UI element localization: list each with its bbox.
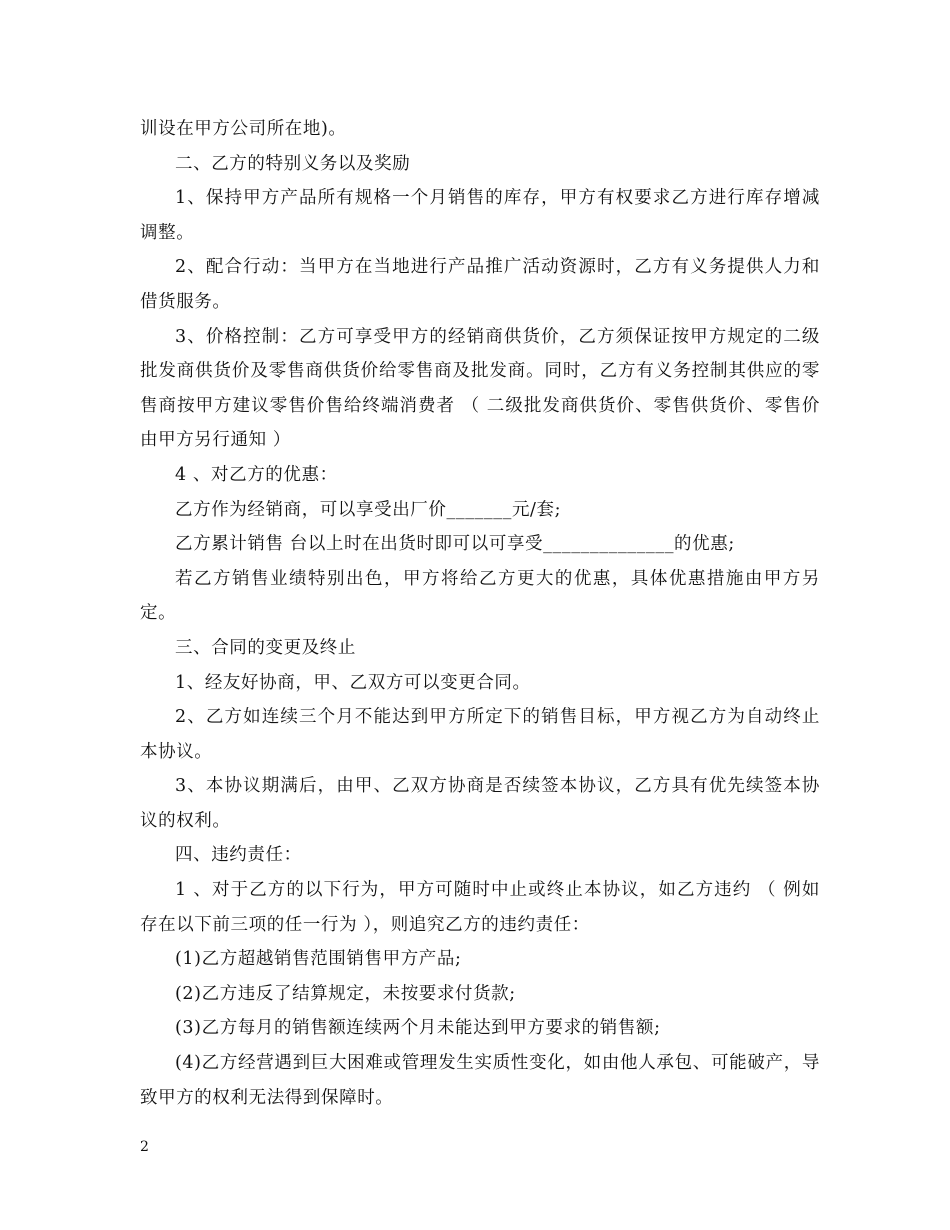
list-item: (1)乙方超越销售范围销售甲方产品; bbox=[175, 949, 462, 970]
list-item: (3)乙方每月的销售额连续两个月未能达到甲方要求的销售额; bbox=[175, 1018, 661, 1039]
paragraph: 2、乙方如连续三个月不能达到甲方所定下的销售目标，甲方视乙方为自动终止本协议。 bbox=[140, 707, 820, 762]
paragraph: 1 、对于乙方的以下行为，甲方可随时中止或终止本协议，如乙方违约 （ 例如存在以下前三项的任一行为 ），则追究乙方的违约责任： bbox=[140, 880, 820, 935]
section-heading: 三、合同的变更及终止 bbox=[175, 637, 356, 658]
paragraph: 3、价格控制：乙方可享受甲方的经销商供货价，乙方须保证按甲方规定的二级批发商供货价及零售商供货价给零售商及批发商。同时，乙方有义务控制其供应的零售商按甲方建议零售价售给终端消费者 （ 二级批发商供货价、零售供货价、零售价由甲方另行通知 ） bbox=[140, 326, 820, 451]
paragraph: 4 、对乙方的优惠： bbox=[175, 464, 338, 485]
list-item: (2)乙方违反了结算规定，未按要求付货款; bbox=[175, 983, 516, 1004]
paragraph: 3、本协议期满后，由甲、乙双方协商是否续签本协议，乙方具有优先续签本协议的权利。 bbox=[140, 776, 820, 831]
paragraph: 1、保持甲方产品所有规格一个月销售的库存，甲方有权要求乙方进行库存增减调整。 bbox=[140, 188, 820, 243]
paragraph: 乙方累计销售 台以上时在出货时即可以可享受______________的优惠; bbox=[175, 534, 735, 555]
paragraph: 1、经友好协商，甲、乙双方可以变更合同。 bbox=[175, 672, 531, 693]
paragraph: 训设在甲方公司所在地)。 bbox=[140, 119, 347, 139]
page-number: 2 bbox=[140, 1139, 149, 1155]
paragraph: 乙方作为经销商，可以享受出厂价_______元/套; bbox=[175, 499, 562, 520]
section-heading: 四、违约责任： bbox=[175, 845, 302, 866]
list-item: (4)乙方经营遇到巨大困难或管理发生实质性变化，如由他人承包、可能破产，导致甲方的权利无法得到保障时。 bbox=[140, 1053, 820, 1108]
body-text bbox=[140, 112, 820, 1115]
paragraph: 若乙方销售业绩特别出色，甲方将给乙方更大的优惠，具体优惠措施由甲方另定。 bbox=[140, 568, 820, 624]
section-heading: 二、乙方的特别义务以及奖励 bbox=[175, 153, 411, 174]
paragraph: 2、配合行动：当甲方在当地进行产品推广活动资源时，乙方有义务提供人力和借货服务。 bbox=[140, 257, 820, 312]
